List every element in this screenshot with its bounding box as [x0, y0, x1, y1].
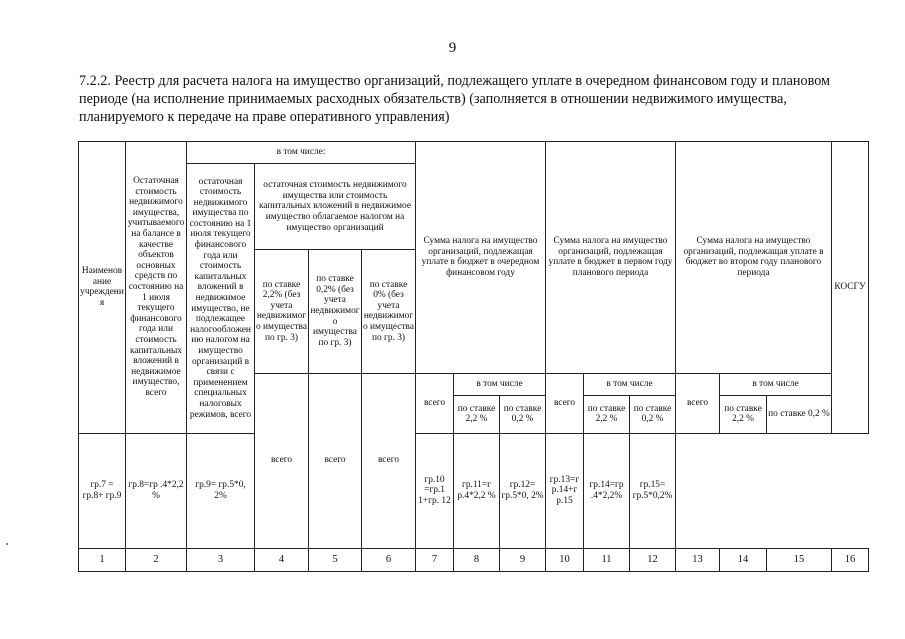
page-number: 9 [448, 40, 457, 56]
header-residual-taxable: остаточная стоимость недвижимого имущества или стоимость капитальных вложений в недвижимое имущество облагаемое налогом на имущество организаций [255, 164, 416, 250]
formula-col7: гр.7 = гр.8+ гр.9 [79, 433, 126, 548]
formula-col11: гр.11=г р.4*2,2 % [454, 433, 500, 548]
header-tax-plan-2: Сумма налога на имущество организаций, подлежащая уплате в бюджет во втором году планового периода [676, 142, 832, 374]
header-total-col13: всего [676, 373, 720, 433]
column-number: 8 [454, 548, 500, 571]
formula-col13: гр.13=г р.14+г р.15 [546, 433, 584, 548]
column-number: 6 [362, 548, 416, 571]
column-number: 2 [126, 548, 187, 571]
column-number: 4 [255, 548, 309, 571]
column-number: 3 [187, 548, 255, 571]
header-rate-short-col15: по ставке 0,2 % [767, 395, 832, 433]
header-total-col5: всего [309, 373, 362, 548]
header-rate-0: по ставке 0% (без учета недвижимого имущества по гр. 3) [362, 250, 416, 373]
formula-col15: гр.15= гр.5*0,2% [630, 433, 676, 548]
column-number: 13 [676, 548, 720, 571]
header-including: в том числе: [187, 142, 416, 164]
section-heading: 7.2.2. Реестр для расчета налога на имущество организаций, подлежащего уплате в очередном финансовом году и плановом периоде (на исполнение принимаемых расходных обязательств) (заполняется в отношении недвижимого имущества, планируемого к передаче на праве оперативного управления) [79, 73, 831, 125]
header-name: Наименование учреждения [79, 142, 126, 434]
column-number: 1 [79, 548, 126, 571]
column-number: 11 [584, 548, 630, 571]
header-rate-short-col11: по ставке 2,2 % [584, 395, 630, 433]
column-number: 7 [416, 548, 454, 571]
column-number: 10 [546, 548, 584, 571]
header-total-col7: всего [416, 373, 454, 433]
header-rate-short-col9: по ставке 0,2 % [500, 395, 546, 433]
formula-col12: гр.12= гр.5*0, 2% [500, 433, 546, 548]
header-rate-0-2: по ставке 0,2% (без учета недвижимого имущества по гр. 3) [309, 250, 362, 373]
formula-col8: гр.8=гр .4*2,2 % [126, 433, 187, 548]
header-rate-2-2: по ставке 2,2% (без учета недвижимого имущества по гр. 3) [255, 250, 309, 373]
header-including-plan-2: в том числе [720, 373, 832, 395]
header-total-col4: всего [255, 373, 309, 548]
header-kosgu: КОСГУ [832, 142, 869, 434]
header-rate-short-col14: по ставке 2,2 % [720, 395, 767, 433]
column-number: 14 [720, 548, 767, 571]
tax-registry-table [78, 141, 869, 572]
header-tax-plan-1: Сумма налога на имущество организаций, подлежащая уплате в бюджет в первом году планового периода [546, 142, 676, 374]
formula-col10: гр.10 =гр.1 1+гр. 12 [416, 433, 454, 548]
header-total-col10: всего [546, 373, 584, 433]
column-number: 9 [500, 548, 546, 571]
column-number: 16 [832, 548, 869, 571]
column-number: 5 [309, 548, 362, 571]
header-including-plan-1: в том числе [584, 373, 676, 395]
column-number: 15 [767, 548, 832, 571]
header-rate-short-col12: по ставке 0,2 % [630, 395, 676, 433]
header-total-col6: всего [362, 373, 416, 548]
scan-speck [6, 543, 8, 545]
header-tax-current: Сумма налога на имущество организаций, подлежащая уплате в бюджет в очередном финансовом году [416, 142, 546, 374]
formula-col9: гр.9= гр.5*0, 2% [187, 433, 255, 548]
header-residual-not-taxable: остаточная стоимость недвижимого имущества по состоянию на 1 июля текущего финансового года или стоимость капитальных вложений в недвижимое имущество, не подлежащее налогообложению налогом на имущество организаций в связи с применением специальных налоговых режимов, всего [187, 164, 255, 434]
header-rate-short-col8: по ставке 2,2 % [454, 395, 500, 433]
header-including-current: в том числе [454, 373, 546, 395]
formula-col14: гр.14=гр .4*2,2% [584, 433, 630, 548]
column-number: 12 [630, 548, 676, 571]
header-residual-value: Остаточная стоимость недвижимого имущества, учитываемого на балансе в качестве объектов основных средств по состоянию на 1 июля текущего финансового года или стоимость капитальных вложений в недвижимое имущество, всего [126, 142, 187, 434]
